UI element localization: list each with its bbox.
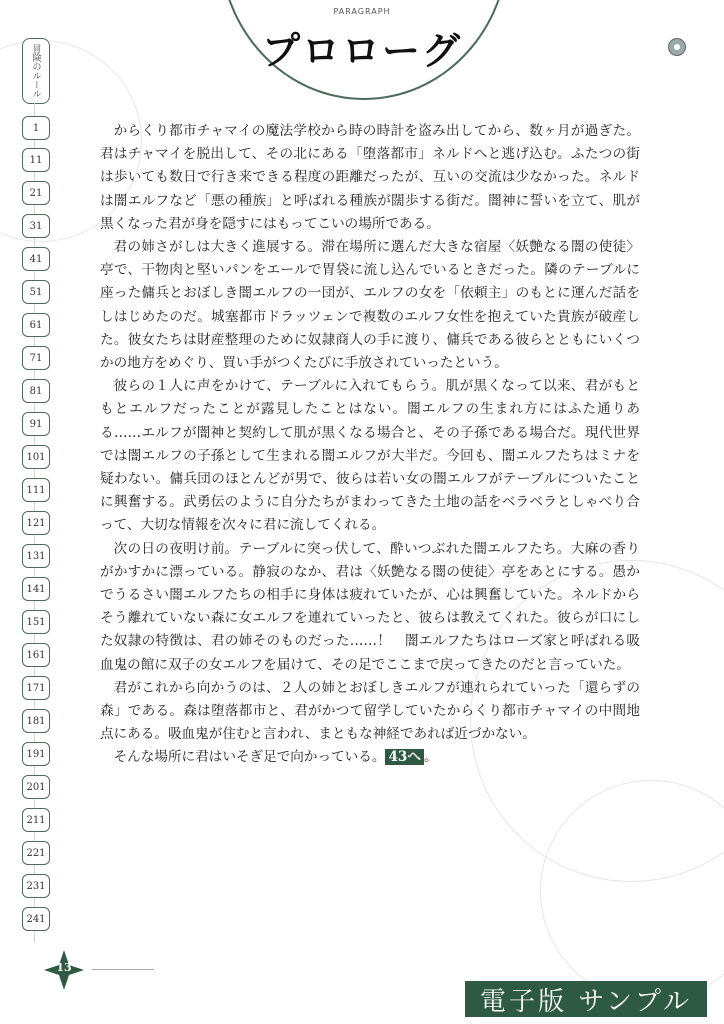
paragraph: [100, 746, 640, 769]
paragraph-index-item[interactable]: 61: [22, 313, 50, 337]
paragraph-index-item[interactable]: 151: [22, 610, 50, 634]
paragraph-index-item[interactable]: 101: [22, 445, 50, 469]
paragraph-index-item[interactable]: 201: [22, 775, 50, 799]
paragraph-index-item[interactable]: 191: [22, 742, 50, 766]
gear-icon: [668, 38, 686, 56]
paragraph-index-item[interactable]: 231: [22, 874, 50, 898]
paragraph-index-item[interactable]: 241: [22, 907, 50, 931]
page-title: プロローグ: [261, 28, 462, 73]
paragraph-index-item[interactable]: 111: [22, 478, 50, 502]
paragraph-index-item[interactable]: 11: [22, 148, 50, 172]
paragraph: からくり都市チャマイの魔法学校から時の時計を盗み出してから、数ヶ月が過ぎた。君はチャマイを脱出して、その北にある「堕落都市」ネルドへと逃げ込む。ふたつの街は歩いても数日で行き来できる程度の距離だったが、互いの交流は少なかった。ネルドは闇エルフなど「悪の種族」と呼ばれる種族が闊歩する街だ。闇神に誓いを立て、肌が黒くなった君が身を隠すにはもってこいの場所である。: [100, 123, 640, 232]
footer-divider: [92, 969, 154, 970]
paragraph-index-item[interactable]: 21: [22, 181, 50, 205]
paragraph-index-item[interactable]: 51: [22, 280, 50, 304]
sidebar-tab-rules[interactable]: 冒険のルール: [22, 38, 50, 104]
paragraph-text: そんな場所に君はいそぎ足で向かっている。: [113, 749, 386, 766]
paragraph: 彼らの１人に声をかけて、テーブルに入れてもらう。肌が黒くなって以来、君がもともとエルフだったことが露見したことはない。闇エルフの生まれ方にはふた通りある……エルフが闇神と契約して肌が黒くなる場合と、その子孫である場合だ。現代世界では闇エルフの子孫として生まれる闇エルフが大半だ。今回も、闇エルフたちはミナを疑わない。傭兵団のほとんどが男で、彼らは若い女の闇エルフがテーブルについたことに興奮する。武勇伝のように自分たちがまわってきた土地の話をベラベラとしゃべり合って、大切な情報を次々に君に流してくれる。: [100, 378, 640, 534]
paragraph-index-item[interactable]: 221: [22, 841, 50, 865]
paragraph-index-item[interactable]: 1: [22, 116, 50, 140]
paragraph-index-item[interactable]: 141: [22, 577, 50, 601]
paragraph-index-item[interactable]: 91: [22, 412, 50, 436]
paragraph-index-item[interactable]: 121: [22, 511, 50, 535]
prologue-text: [100, 120, 640, 770]
sample-banner: 電子版 サンプル: [465, 981, 707, 1017]
paragraph-index-item[interactable]: 81: [22, 379, 50, 403]
goto-paragraph-link[interactable]: 43へ: [385, 749, 424, 765]
section-label: PARAGRAPH: [333, 7, 391, 16]
paragraph-index-item[interactable]: 161: [22, 643, 50, 667]
paragraph-index-item[interactable]: 31: [22, 214, 50, 238]
paragraph: 君がこれから向かうのは、２人の姉とおぼしきエルフが連れられていった「還らずの森」である。森は堕落都市と、君がかつて留学していたからくり都市チャマイの中間地点にある。吸血鬼が住むと言われ、まともな神経であれば近づかない。: [100, 679, 640, 743]
paragraph-index-item[interactable]: 181: [22, 709, 50, 733]
paragraph-index-item[interactable]: 71: [22, 346, 50, 370]
paragraph-index-item[interactable]: 211: [22, 808, 50, 832]
paragraph-index-item[interactable]: 131: [22, 544, 50, 568]
page-number: 13: [56, 961, 72, 974]
paragraph: 君の姉さがしは大きく進展する。滞在場所に選んだ大きな宿屋〈妖艶なる闇の使徒〉亭で、干物肉と堅いパンをエールで胃袋に流し込んでいるときだった。隣のテーブルに座った傭兵とおぼしき闇エルフの一団が、エルフの女を「依頼主」のもとに運んだ話をしはじめたのだ。城塞都市ドラッツェンで複数のエルフ女性を抱えていた貴族が破産した。彼女たちは財産整理のために奴隷商人の手に渡り、傭兵である彼らとともにいくつかの地方をめぐり、買い手がつくたびに手放されていったという。: [100, 239, 640, 372]
paragraph-index-item[interactable]: 171: [22, 676, 50, 700]
paragraph: 次の日の夜明け前。テーブルに突っ伏して、酔いつぶれた闇エルフたち。大麻の香りがかすかに漂っている。静寂のなか、君は〈妖艶なる闇の使徒〉亭をあとにする。愚かでうるさい闇エルフたちの相手に身体は疲れていたが、心は興奮していた。ネルドからそう離れていない森に女エルフを連れていったと、彼らは教えてくれた。彼らが口にした奴隷の特徴は、君の姉そのものだった……！ 闇エルフたちはローズ家と呼ばれる吸血鬼の館に双子の女エルフを届けて、その足でここまで戻ってきたのだと言っていた。: [100, 540, 640, 673]
paragraph-index-item[interactable]: 41: [22, 247, 50, 271]
paragraph-end: 。: [423, 749, 438, 766]
